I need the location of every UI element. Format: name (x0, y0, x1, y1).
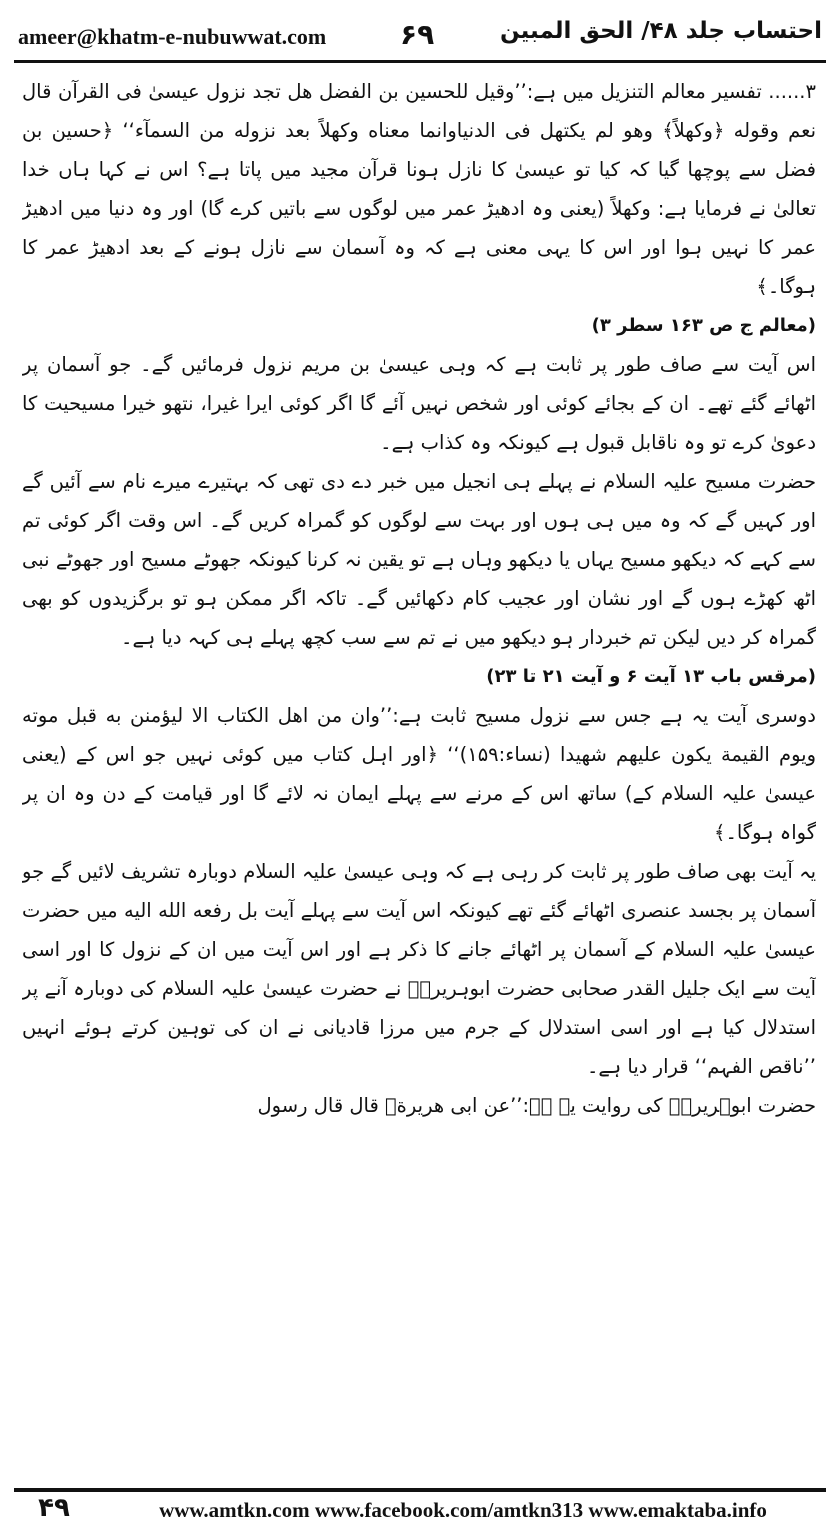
paragraph-second-verse: دوسری آیت یہ ہے جس سے نزول مسیح ثابت ہے:’’وان من اهل الکتاب الا لیؤمنن به قبل موته ویوم القیمة یکون علیهم شهیدا (نساء:۱۵۹)‘‘ ﴿اور اہل کتاب میں کوئی نہیں جو اس کے (یعنی عیسیٰ علیہ السلام کے) ساتھ اس کے مرنے سے پہلے ایمان نہ لائے گا اور قیامت کے دن وہ ان پر گواہ ہوگا۔﴾ (22, 704, 816, 844)
page-body (22, 72, 816, 1452)
header-book-title: احتساب جلد ۴۸/ الحق المبین (499, 18, 822, 44)
footer-rule (14, 1488, 826, 1492)
paragraph-proof: اس آیت سے صاف طور پر ثابت ہے کہ وہی عیسیٰ بن مریم نزول فرمائیں گے۔ جو آسمان پر اٹھائے گئے تھے۔ ان کے بجائے کوئی اور شخص نہیں آئے گا اگر کوئی ایرا غیرا، نتھو خیرا مسیحیت کا دعویٰ کرے تو وہ ناقابل قبول ہے کیونکہ وہ کذاب ہے۔ (22, 353, 816, 454)
footer-urls: www.amtkn.com www.facebook.com/amtkn313 www.emaktaba.info (159, 1498, 767, 1522)
page-footer (14, 1488, 826, 1528)
paragraph-abu-hurairah: حضرت ابوہریرہؓ کی روایت یہ ہے:’’عن ابی هریرةؓ قال قال رسول (257, 1094, 816, 1117)
header-page-number: ۶۹ (400, 18, 435, 51)
footer-page-number: ۴۹ (38, 1493, 70, 1523)
header-email: ameer@khatm-e-nubuwwat.com (18, 24, 327, 49)
paragraph-verse-explanation: یہ آیت بھی صاف طور پر ثابت کر رہی ہے کہ وہی عیسیٰ علیہ السلام دوبارہ تشریف لائیں گے جو آسمان پر بجسد عنصری اٹھائے گئے تھے کیونکہ اس آیت سے پہلے آیت بل رفعه الله الیه میں حضرت عیسیٰ علیہ السلام کے آسمان پر اٹھائے جانے کا ذکر ہے اور اس آیت میں ان کے نزول کا اور اسی آیت سے ایک جلیل القدر صحابی حضرت ابوہریرہؓ نے حضرت عیسیٰ علیہ السلام کی دوبارہ آنے پر استدلال کیا ہے اور اسی استدلال کے جرم میں مرزا قادیانی نے ان کی توہین کرتے ہوئے انہیں ’’ناقص الفہم‘‘ قرار دیا ہے۔ (22, 860, 816, 1078)
header-rule (14, 60, 826, 63)
paragraph-tafsir-quote: ۳...... تفسیر معالم التنزیل میں ہے:’’وقیل للحسین بن الفضل هل تجد نزول عیسیٰ فی القرآن قال نعم وقوله ﴿وکهلاً﴾ وهو لم یکتهل فی الدنیاوانما معناه وکهلاً بعد نزوله من السمآء‘‘ ﴿حسین بن فضل سے پوچھا گیا کہ کیا تو عیسیٰ کا نازل ہونا قرآن مجید میں پاتا ہے؟ اس نے کہا ہاں خدا تعالیٰ نے فرمایا ہے: وکھلاً (یعنی وہ ادھیڑ عمر میں لوگوں سے باتیں کرے گا) اور وہ دنیا میں ادھیڑ عمر کا نہیں ہوا اور اس کا یہی معنی ہے کہ وہ آسمان سے نازل ہونے کے بعد ادھیڑ عمر کا ہوگا۔﴾ (22, 80, 816, 298)
reference-maalim: (معالم ج ص ۱۶۳ سطر ۳) (591, 315, 816, 336)
page-header (14, 14, 826, 60)
reference-mark: (مرقس باب ۱۳ آیت ۶ و آیت ۲۱ تا ۲۳) (486, 666, 816, 687)
paragraph-gospel: حضرت مسیح علیہ السلام نے پہلے ہی انجیل میں خبر دے دی تھی کہ بہتیرے میرے نام سے آئیں گے اور کہیں گے کہ وہ میں ہی ہوں اور بہت سے لوگوں کو گمراہ کریں گے۔ اس وقت اگر کوئی تم سے کہے کہ دیکھو مسیح یہاں یا دیکھو وہاں ہے تو یقین نہ کرنا کیونکہ جھوٹے مسیح اور جھوٹے نبی اٹھ کھڑے ہوں گے اور نشان اور عجیب کام دکھائیں گے۔ تاکہ اگر ممکن ہو تو برگزیدوں کو بھی گمراہ کر دیں لیکن تم خبردار ہو دیکھو میں نے تم سے سب کچھ پہلے ہی کہہ دیا ہے۔ (22, 470, 816, 649)
